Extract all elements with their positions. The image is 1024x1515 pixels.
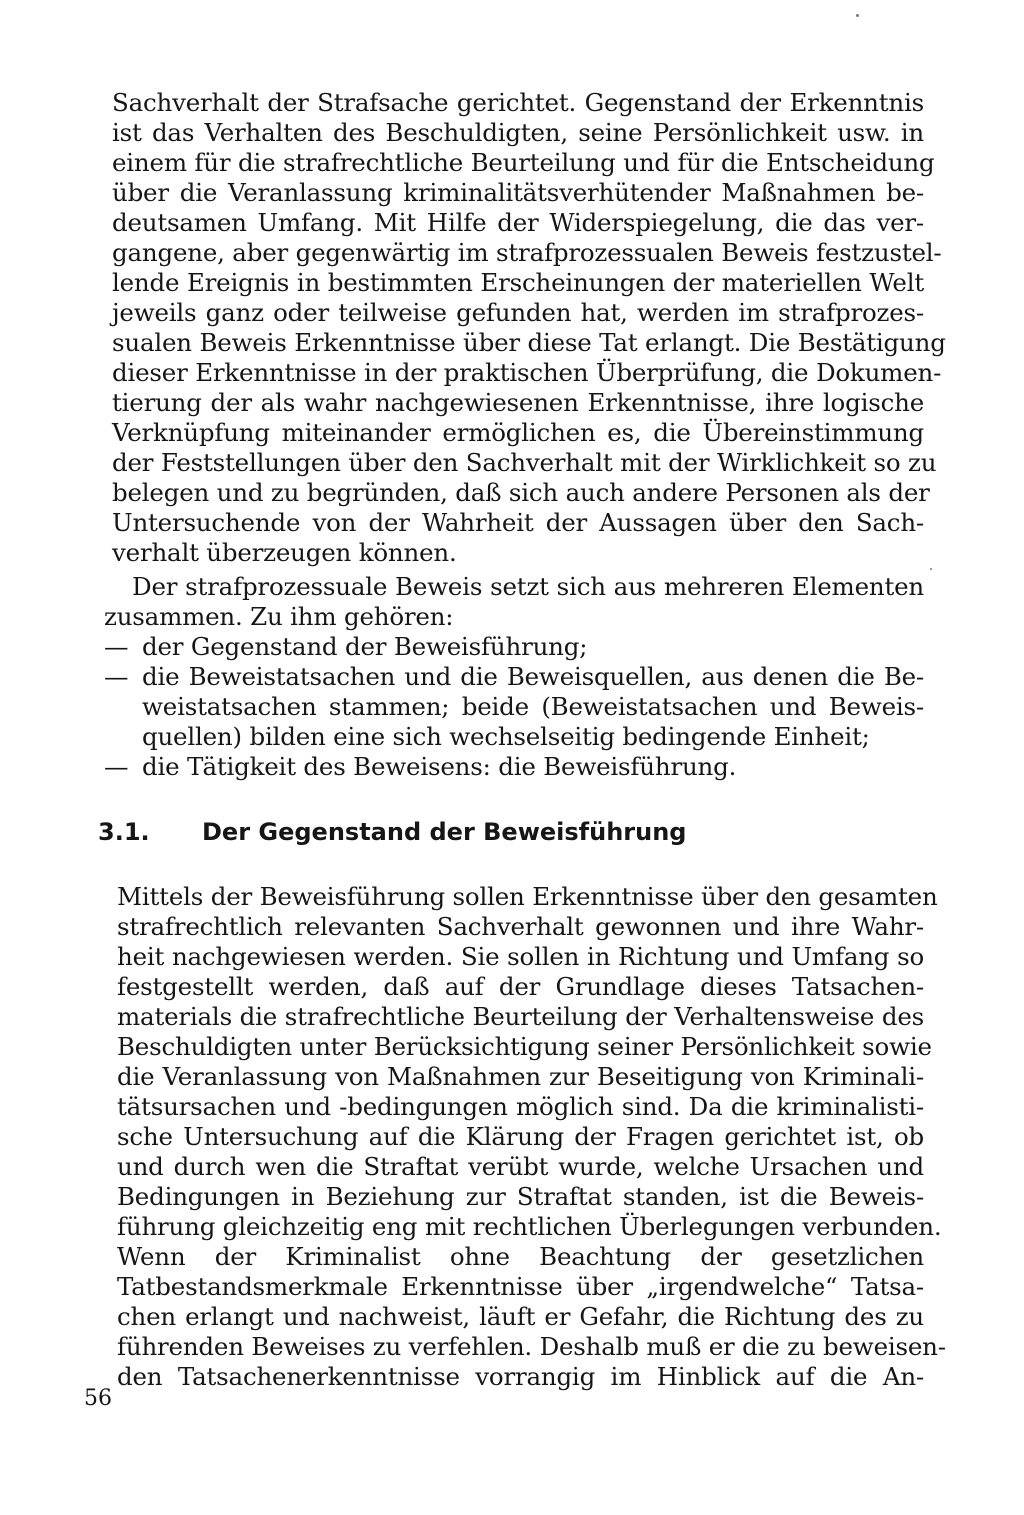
list-dash: — [104,662,129,691]
page-number: 56 [84,1386,112,1411]
scan-speck [856,14,859,17]
text-line: über die Veranlassung kriminalitätsverhütender Maßnahmen be- [112,178,924,207]
text-line: materials die strafrechtliche Beurteilung der Verhaltensweise des [117,1002,924,1031]
text-line: zusammen. Zu ihm gehören: [104,602,454,631]
text-line: die Tätigkeit des Beweisens: die Beweisführung. [142,752,737,781]
section-heading [98,814,718,850]
text-line: chen erlangt und nachweist, läuft er Gefahr, die Richtung des zu [117,1302,924,1331]
text-line: belegen und zu begründen, daß sich auch andere Personen als der [112,478,930,507]
text-line: Wenn der Kriminalist ohne Beachtung der gesetzlichen [117,1242,924,1271]
section-title: Der Gegenstand der Beweisführung [202,818,687,846]
text-line: strafrechtlich relevanten Sachverhalt gewonnen und ihre Wahr- [117,912,924,941]
text-line: der Feststellungen über den Sachverhalt mit der Wirklichkeit so zu [112,448,937,477]
text-line: sualen Beweis Erkenntnisse über diese Tat erlangt. Die Bestätigung [112,328,946,357]
text-line: Der strafprozessuale Beweis setzt sich aus mehreren Elementen [132,572,924,601]
text-line: führung gleichzeitig eng mit rechtlichen Überlegungen verbunden. [117,1212,942,1241]
text-line: Verknüpfung miteinander ermöglichen es, die Übereinstimmung [112,418,924,447]
text-line: Tatbestandsmerkmale Erkenntnisse über „irgendwelche“ Tatsa- [117,1272,924,1301]
scan-speck [930,568,932,570]
text-line: heit nachgewiesen werden. Sie sollen in Richtung und Umfang so [117,942,924,971]
text-line: dieser Erkenntnisse in der praktischen Überprüfung, die Dokumen- [112,358,942,387]
list-dash: — [104,632,129,661]
text-line: quellen) bilden eine sich wechselseitig bedingende Einheit; [142,722,870,751]
text-line: jeweils ganz oder teilweise gefunden hat, werden im strafprozes- [112,298,924,327]
list-dash: — [104,752,129,781]
text-line: den Tatsachenerkenntnisse vorrangig im Hinblick auf die An- [117,1362,924,1391]
text-line: die Beweistatsachen und die Beweisquellen, aus denen die Be- [142,662,924,691]
text-line: sche Untersuchung auf die Klärung der Fragen gerichtet ist, ob [117,1122,924,1151]
text-line: Beschuldigten unter Berücksichtigung seiner Persönlichkeit sowie [117,1032,932,1061]
text-line: Sachverhalt der Strafsache gerichtet. Gegenstand der Erkenntnis [112,88,924,117]
text-line: Untersuchende von der Wahrheit der Aussagen über den Sach- [112,508,924,537]
text-line: ist das Verhalten des Beschuldigten, seine Persönlichkeit usw. in [112,118,924,147]
text-line: weistatsachen stammen; beide (Beweistatsachen und Beweis- [142,692,924,721]
text-line: der Gegenstand der Beweisführung; [142,632,588,661]
text-line: die Veranlassung von Maßnahmen zur Beseitigung von Kriminali- [117,1062,924,1091]
text-line: gangene, aber gegenwärtig im strafprozessualen Beweis festzustel- [112,238,942,267]
text-line: Mittels der Beweisführung sollen Erkenntnisse über den gesamten [117,882,938,911]
text-line: tätsursachen und -bedingungen möglich sind. Da die kriminalisti- [117,1092,924,1121]
text-line: festgestellt werden, daß auf der Grundlage dieses Tatsachen- [117,972,924,1001]
text-line: einem für die strafrechtliche Beurteilung und für die Entscheidung [112,148,935,177]
text-line: tierung der als wahr nachgewiesenen Erkenntnisse, ihre logische [112,388,924,417]
text-line: deutsamen Umfang. Mit Hilfe der Widerspiegelung, die das ver- [112,208,924,237]
text-line: Bedingungen in Beziehung zur Straftat standen, ist die Beweis- [117,1182,924,1211]
text-line: und durch wen die Straftat verübt wurde, welche Ursachen und [117,1152,924,1181]
text-line: lende Ereignis in bestimmten Erscheinungen der materiellen Welt [112,268,924,297]
text-line: verhalt überzeugen können. [112,538,457,567]
text-line: führenden Beweises zu verfehlen. Deshalb muß er die zu beweisen- [117,1332,946,1361]
section-number: 3.1. [98,818,150,846]
